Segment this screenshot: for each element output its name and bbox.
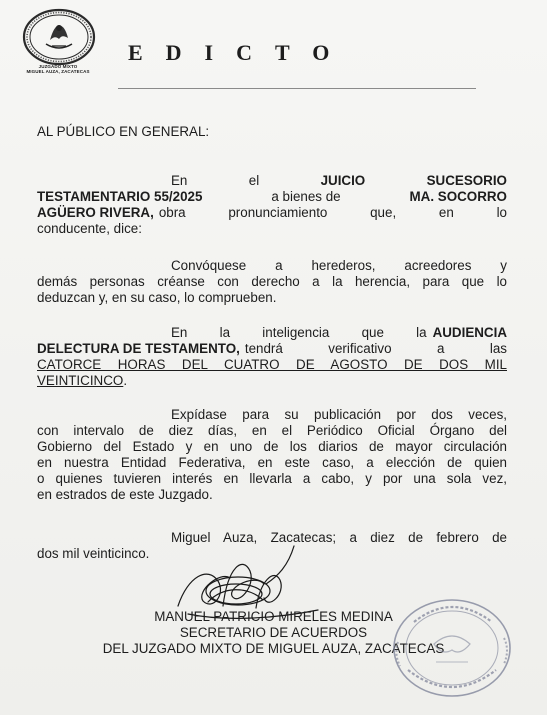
seal-caption-line2: MIGUEL AUZA, ZACATECAS (26, 69, 90, 74)
p1-line3 (37, 205, 507, 221)
p3-line1 (171, 325, 507, 341)
document-title: EDICTO (128, 40, 353, 65)
court-seal-emblem (22, 8, 96, 66)
p2-line1: Convóquese a herederos, acreedores y (171, 258, 507, 273)
p1-word-el: el (248, 173, 260, 188)
hearing-label-part2: DELECTURA DE TESTAMENTO, (37, 341, 240, 356)
signer-role: SECRETARIO DE ACUERDOS (179, 625, 368, 640)
place-date-line1: Miguel Auza, Zacatecas; a diez de febrero de (171, 530, 507, 545)
p3-line2 (37, 341, 507, 357)
seal-caption (6, 64, 110, 74)
p1-text: obra pronunciamiento que, en lo (158, 205, 507, 220)
p1-line1 (171, 173, 507, 189)
place-date-line2: dos mil veinticinco. (37, 546, 150, 561)
p1-word-sucesorio: SUCESORIO (426, 173, 507, 188)
p4-line1: Expídase para su publicación por dos veces, (171, 407, 507, 422)
hearing-date-line2 (37, 373, 127, 389)
p3-text: tendrá verificativo a las (244, 341, 507, 356)
case-number: TESTAMENTARIO 55/2025 (37, 189, 203, 204)
p4-line5: o quienes tuvieren interés en llevarla a cabo, y por una sola vez, (37, 471, 507, 486)
court-stamp (384, 592, 516, 704)
p1-word-en: En (171, 173, 188, 188)
p3-text: En la inteligencia que la (171, 325, 427, 340)
hearing-label-part1: AUDIENCIA (432, 325, 507, 340)
p4-line4: en nuestra Entidad Federativa, en este caso, a elección de quien (37, 455, 507, 470)
p1-word-juicio: JUICIO (320, 173, 366, 188)
p1-text: a bienes de (271, 189, 341, 204)
seal-caption-line1: JUZGADO MIXTO (38, 64, 78, 69)
hearing-date-line1: CATORCE HORAS DEL CUATRO DE AGOSTO DE DOS MIL (37, 357, 507, 372)
p4-line2: con intervalo de diez días, en el Periódico Oficial Órgano del (37, 423, 507, 438)
signer-court: DEL JUZGADO MIXTO DE MIGUEL AUZA, ZACATECAS (102, 641, 445, 656)
signer-name: MANUEL PATRICIO MIRELES MEDINA (154, 609, 393, 624)
hearing-date-year: VEINTICINCO (37, 373, 124, 388)
p2-line2: demás personas créanse con derecho a la herencia, para que lo (37, 274, 507, 289)
p1-line2 (37, 189, 507, 205)
header-divider (118, 88, 476, 89)
decedent-name-part1: MA. SOCORRO (409, 189, 507, 204)
p2-line3: deduzcan y, en su caso, lo comprueben. (37, 290, 277, 305)
p4-line6: en estrados de este Juzgado. (37, 487, 213, 502)
p4-line3: Gobierno del Estado y en uno de los diarios de mayor circulación (37, 439, 507, 454)
salutation: AL PÚBLICO EN GENERAL: (37, 124, 210, 139)
period: . (123, 373, 128, 388)
decedent-name-part2: AGÜERO RIVERA, (37, 205, 154, 220)
p1-line4: conducente, dice: (37, 221, 142, 236)
